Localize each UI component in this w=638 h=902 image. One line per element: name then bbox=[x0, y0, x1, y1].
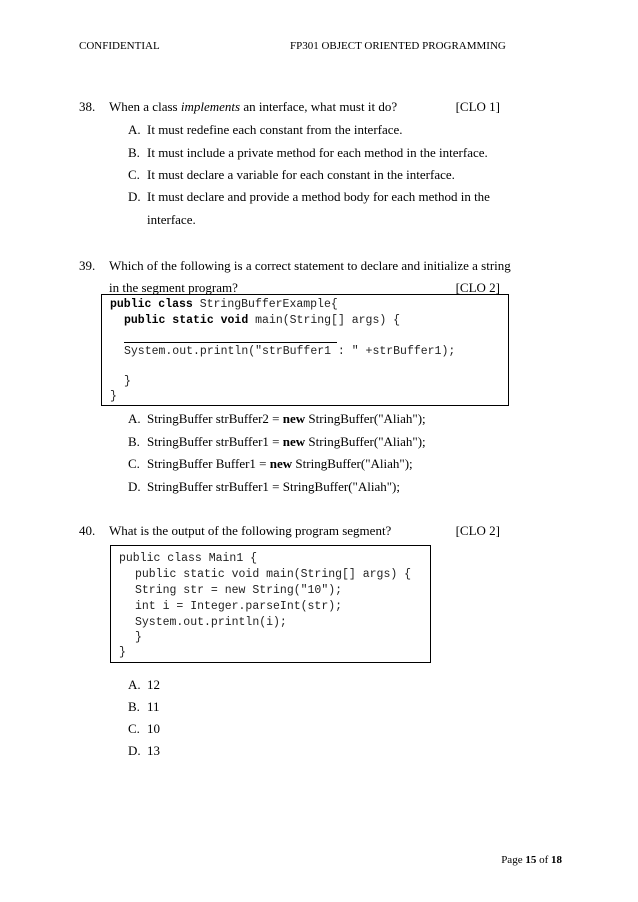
clo-tag: [CLO 1] bbox=[455, 99, 500, 114]
option-40-a: A. 12 bbox=[128, 677, 160, 692]
option-38-d-continued: interface. bbox=[147, 212, 196, 227]
page-footer: Page 15 of 18 bbox=[501, 854, 562, 866]
clo-tag: [CLO 2] bbox=[455, 523, 500, 538]
clo-tag: [CLO 2] bbox=[455, 280, 500, 295]
question-number: 39. bbox=[79, 258, 96, 273]
question-number: 40. bbox=[79, 523, 96, 538]
header-course-title: FP301 OBJECT ORIENTED PROGRAMMING bbox=[290, 40, 506, 52]
option-39-c: C. StringBuffer Buffer1 = new StringBuffer("Aliah"); bbox=[128, 456, 413, 471]
option-38-d: D. It must declare and provide a method body for each method in the bbox=[128, 189, 490, 204]
option-38-a: A. It must redefine each constant from the interface. bbox=[128, 122, 403, 137]
option-38-c: C. It must declare a variable for each constant in the interface. bbox=[128, 167, 455, 182]
option-40-c: C. 10 bbox=[128, 721, 160, 736]
total-pages: 18 bbox=[551, 854, 562, 866]
code-block-40: public class Main1 { public static void main(String[] args) { String str = new String("10"); int i = Integer.parseInt(str); System.out.println(i); } } bbox=[110, 545, 431, 663]
question-number: 38. bbox=[79, 99, 96, 114]
question-text: When a class implements an interface, what must it do? bbox=[109, 99, 398, 114]
question-text: What is the output of the following program segment? bbox=[109, 523, 392, 538]
answer-blank-line bbox=[124, 342, 337, 343]
option-40-b: B. 11 bbox=[128, 699, 160, 714]
header-confidential: CONFIDENTIAL bbox=[79, 40, 160, 52]
option-39-a: A. StringBuffer strBuffer2 = new StringBuffer("Aliah"); bbox=[128, 411, 426, 426]
page-number: 15 bbox=[525, 854, 537, 866]
question-text-line2: in the segment program? bbox=[109, 280, 238, 295]
option-40-d: D. 13 bbox=[128, 743, 160, 758]
question-text-line1: Which of the following is a correct statement to declare and initialize a string bbox=[109, 258, 511, 273]
option-39-b: B. StringBuffer strBuffer1 = new StringBuffer("Aliah"); bbox=[128, 434, 426, 449]
code-block-39: public class StringBufferExample{ public static void main(String[] args) { System.out.println("strBuffer1 : " +strBuffer1); } } bbox=[101, 294, 509, 406]
option-39-d: D. StringBuffer strBuffer1 = StringBuffer("Aliah"); bbox=[128, 479, 400, 494]
option-38-b: B. It must include a private method for each method in the interface. bbox=[128, 145, 488, 160]
